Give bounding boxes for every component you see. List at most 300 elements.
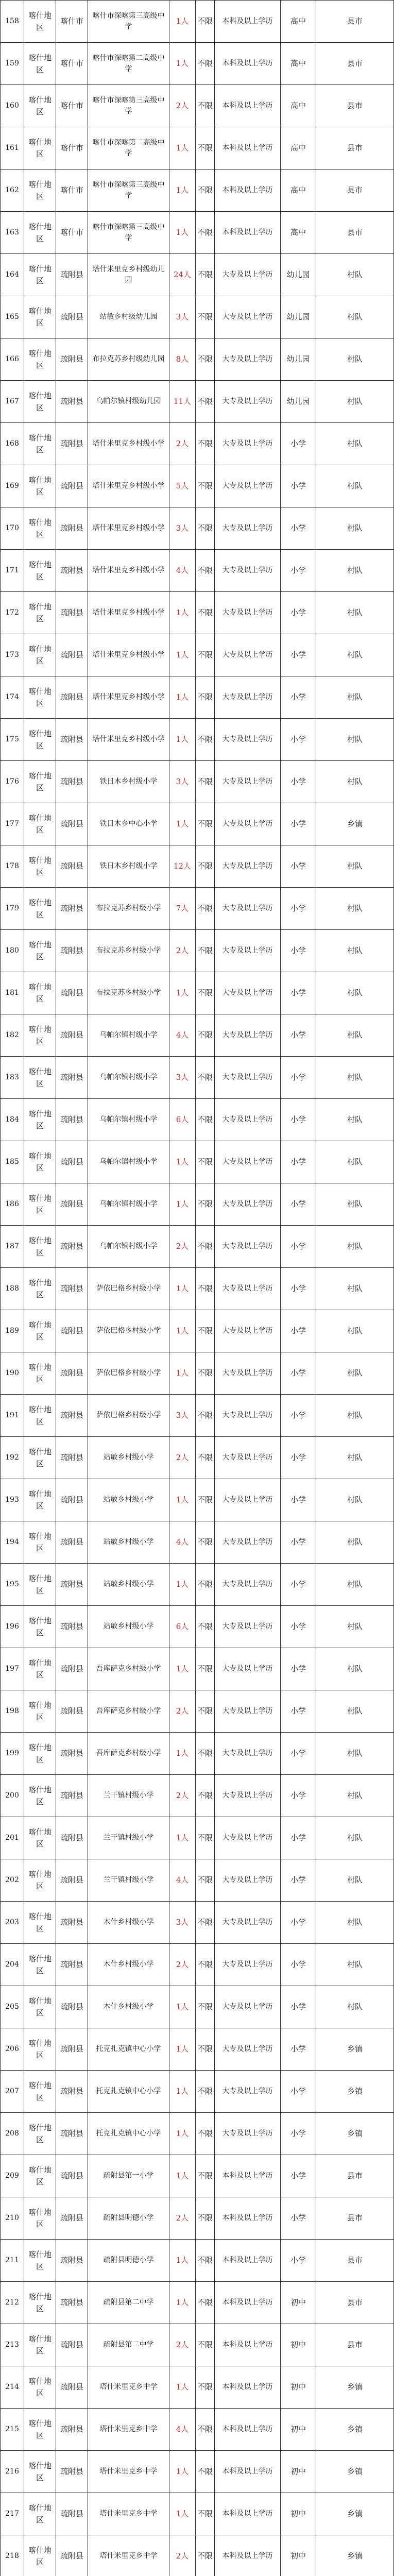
requirement-cell: 不限 — [196, 2240, 215, 2282]
area-cell: 村队 — [316, 1859, 394, 1902]
row-number: 161 — [1, 127, 24, 170]
requirement-cell: 不限 — [196, 2451, 215, 2493]
requirement-cell: 不限 — [196, 888, 215, 930]
row-number: 207 — [1, 2071, 24, 2113]
region-cell: 喀什地区 — [24, 1775, 56, 1817]
table-row — [1, 1, 394, 43]
county-cell: 疏附县 — [56, 2240, 88, 2282]
county-cell: 疏附县 — [56, 2155, 88, 2197]
region-cell: 喀什地区 — [24, 1690, 56, 1733]
region-cell: 喀什地区 — [24, 2197, 56, 2240]
count-cell: 6人 — [169, 1606, 196, 1648]
level-cell: 小学 — [281, 507, 316, 550]
level-cell: 小学 — [281, 1817, 316, 1859]
count-cell: 1人 — [169, 2155, 196, 2197]
level-cell: 小学 — [281, 1859, 316, 1902]
level-cell: 小学 — [281, 803, 316, 845]
table-row — [1, 127, 394, 170]
county-cell: 疏附县 — [56, 634, 88, 676]
school-cell: 塔什米里克乡村级小学 — [88, 507, 169, 550]
area-cell: 村队 — [316, 550, 394, 592]
region-cell: 喀什地区 — [24, 1268, 56, 1310]
area-cell: 村队 — [316, 1014, 394, 1057]
area-cell: 村队 — [316, 634, 394, 676]
table-row — [1, 1986, 394, 2028]
row-number: 209 — [1, 2155, 24, 2197]
row-number: 158 — [1, 1, 24, 43]
county-cell: 疏附县 — [56, 1479, 88, 1521]
count-cell: 1人 — [169, 170, 196, 212]
count-cell: 2人 — [169, 2197, 196, 2240]
count-cell: 1人 — [169, 1183, 196, 1226]
region-cell: 喀什地区 — [24, 85, 56, 127]
education-cell: 大专及以上学历 — [215, 465, 281, 507]
education-cell: 本科及以上学历 — [215, 2409, 281, 2451]
area-cell: 乡镇 — [316, 2535, 394, 2576]
county-cell: 疏附县 — [56, 254, 88, 296]
school-cell: 塔什米里克乡中学 — [88, 2535, 169, 2576]
education-cell: 大专及以上学历 — [215, 507, 281, 550]
school-cell: 塔什米里克乡中学 — [88, 2366, 169, 2409]
county-cell: 疏附县 — [56, 719, 88, 761]
row-number: 202 — [1, 1859, 24, 1902]
level-cell: 高中 — [281, 170, 316, 212]
table-row — [1, 338, 394, 381]
education-cell: 大专及以上学历 — [215, 1733, 281, 1775]
row-number: 159 — [1, 43, 24, 85]
row-number: 162 — [1, 170, 24, 212]
education-cell: 大专及以上学历 — [215, 1902, 281, 1944]
county-cell: 疏附县 — [56, 1226, 88, 1268]
area-cell: 村队 — [316, 423, 394, 465]
count-cell: 2人 — [169, 423, 196, 465]
region-cell: 喀什地区 — [24, 2493, 56, 2535]
school-cell: 疏附县明德小学 — [88, 2240, 169, 2282]
table-row — [1, 1014, 394, 1057]
region-cell: 喀什地区 — [24, 2071, 56, 2113]
level-cell: 高中 — [281, 1, 316, 43]
education-cell: 本科及以上学历 — [215, 2324, 281, 2366]
county-cell: 疏附县 — [56, 972, 88, 1014]
requirement-cell: 不限 — [196, 719, 215, 761]
count-cell: 11人 — [169, 381, 196, 423]
level-cell: 小学 — [281, 930, 316, 972]
table-row — [1, 1859, 394, 1902]
count-cell: 1人 — [169, 1733, 196, 1775]
level-cell: 小学 — [281, 761, 316, 803]
requirement-cell: 不限 — [196, 1057, 215, 1099]
level-cell: 小学 — [281, 2028, 316, 2071]
row-number: 163 — [1, 212, 24, 254]
region-cell: 喀什地区 — [24, 1310, 56, 1352]
county-cell: 疏附县 — [56, 1521, 88, 1564]
requirement-cell: 不限 — [196, 338, 215, 381]
region-cell: 喀什地区 — [24, 212, 56, 254]
requirement-cell: 不限 — [196, 550, 215, 592]
row-number: 182 — [1, 1014, 24, 1057]
count-cell: 1人 — [169, 2240, 196, 2282]
row-number: 192 — [1, 1437, 24, 1479]
count-cell: 1人 — [169, 2493, 196, 2535]
area-cell: 村队 — [316, 1944, 394, 1986]
education-cell: 大专及以上学历 — [215, 888, 281, 930]
count-cell: 2人 — [169, 2324, 196, 2366]
requirement-cell: 不限 — [196, 1606, 215, 1648]
school-cell: 塔什米里克乡中学 — [88, 2409, 169, 2451]
requirement-cell: 不限 — [196, 212, 215, 254]
count-cell: 3人 — [169, 296, 196, 338]
requirement-cell: 不限 — [196, 2028, 215, 2071]
education-cell: 大专及以上学历 — [215, 930, 281, 972]
level-cell: 初中 — [281, 2409, 316, 2451]
county-cell: 疏附县 — [56, 1564, 88, 1606]
school-cell: 喀什市深喀第三高级中学 — [88, 85, 169, 127]
school-cell: 塔什米里克乡村级小学 — [88, 592, 169, 634]
area-cell: 村队 — [316, 1226, 394, 1268]
county-cell: 疏附县 — [56, 1859, 88, 1902]
requirement-cell: 不限 — [196, 2155, 215, 2197]
count-cell: 1人 — [169, 2282, 196, 2324]
county-cell: 疏附县 — [56, 1014, 88, 1057]
requirement-cell: 不限 — [196, 254, 215, 296]
county-cell: 疏附县 — [56, 592, 88, 634]
education-cell: 大专及以上学历 — [215, 1859, 281, 1902]
count-cell: 2人 — [169, 1690, 196, 1733]
table-row — [1, 2071, 394, 2113]
region-cell: 喀什地区 — [24, 1986, 56, 2028]
requirement-cell: 不限 — [196, 2324, 215, 2366]
area-cell: 县市 — [316, 85, 394, 127]
area-cell: 乡镇 — [316, 2366, 394, 2409]
county-cell: 疏附县 — [56, 2071, 88, 2113]
area-cell: 村队 — [316, 381, 394, 423]
region-cell: 喀什地区 — [24, 2451, 56, 2493]
school-cell: 疏附县第二中学 — [88, 2324, 169, 2366]
education-cell: 大专及以上学历 — [215, 1690, 281, 1733]
row-number: 216 — [1, 2451, 24, 2493]
education-cell: 本科及以上学历 — [215, 2240, 281, 2282]
count-cell: 8人 — [169, 338, 196, 381]
table-row — [1, 2493, 394, 2535]
table-row — [1, 2451, 394, 2493]
education-cell: 本科及以上学历 — [215, 2451, 281, 2493]
region-cell: 喀什地区 — [24, 550, 56, 592]
table-row — [1, 972, 394, 1014]
level-cell: 小学 — [281, 2197, 316, 2240]
school-cell: 塔什米里克乡村级小学 — [88, 634, 169, 676]
region-cell: 喀什地区 — [24, 43, 56, 85]
area-cell: 村队 — [316, 1310, 394, 1352]
row-number: 213 — [1, 2324, 24, 2366]
row-number: 185 — [1, 1141, 24, 1183]
row-number: 198 — [1, 1690, 24, 1733]
school-cell: 塔什米里克乡村级小学 — [88, 676, 169, 719]
level-cell: 小学 — [281, 1521, 316, 1564]
level-cell: 小学 — [281, 719, 316, 761]
school-cell: 喀什市深喀第二高级中学 — [88, 43, 169, 85]
count-cell: 1人 — [169, 1, 196, 43]
region-cell: 喀什地区 — [24, 1521, 56, 1564]
county-cell: 疏附县 — [56, 423, 88, 465]
county-cell: 疏附县 — [56, 1437, 88, 1479]
table-row — [1, 719, 394, 761]
row-number: 187 — [1, 1226, 24, 1268]
requirement-cell: 不限 — [196, 634, 215, 676]
education-cell: 大专及以上学历 — [215, 296, 281, 338]
school-cell: 乌帕尔镇村级小学 — [88, 1099, 169, 1141]
county-cell: 疏附县 — [56, 2028, 88, 2071]
row-number: 181 — [1, 972, 24, 1014]
count-cell: 4人 — [169, 1521, 196, 1564]
level-cell: 幼儿园 — [281, 254, 316, 296]
level-cell: 小学 — [281, 1690, 316, 1733]
region-cell: 喀什地区 — [24, 1352, 56, 1395]
school-cell: 吾库萨克乡村级小学 — [88, 1690, 169, 1733]
school-cell: 铁日木乡村级小学 — [88, 761, 169, 803]
education-cell: 本科及以上学历 — [215, 1, 281, 43]
area-cell: 县市 — [316, 2240, 394, 2282]
table-row — [1, 1057, 394, 1099]
count-cell: 3人 — [169, 507, 196, 550]
level-cell: 初中 — [281, 2324, 316, 2366]
count-cell: 12人 — [169, 845, 196, 888]
county-cell: 喀什市 — [56, 1, 88, 43]
education-cell: 本科及以上学历 — [215, 212, 281, 254]
requirement-cell: 不限 — [196, 930, 215, 972]
county-cell: 疏附县 — [56, 1395, 88, 1437]
area-cell: 村队 — [316, 1479, 394, 1521]
education-cell: 大专及以上学历 — [215, 592, 281, 634]
region-cell: 喀什地区 — [24, 592, 56, 634]
count-cell: 3人 — [169, 1057, 196, 1099]
area-cell: 村队 — [316, 1986, 394, 2028]
requirement-cell: 不限 — [196, 1479, 215, 1521]
level-cell: 小学 — [281, 2071, 316, 2113]
level-cell: 小学 — [281, 1310, 316, 1352]
school-cell: 萨依巴格乡村级小学 — [88, 1268, 169, 1310]
level-cell: 初中 — [281, 2535, 316, 2576]
region-cell: 喀什地区 — [24, 972, 56, 1014]
region-cell: 喀什地区 — [24, 1437, 56, 1479]
school-cell: 铁日木乡村级小学 — [88, 845, 169, 888]
education-cell: 大专及以上学历 — [215, 1099, 281, 1141]
county-cell: 疏附县 — [56, 1099, 88, 1141]
school-cell: 布拉克苏乡村级小学 — [88, 930, 169, 972]
region-cell: 喀什地区 — [24, 254, 56, 296]
row-number: 189 — [1, 1310, 24, 1352]
area-cell: 县市 — [316, 43, 394, 85]
level-cell: 小学 — [281, 2113, 316, 2155]
region-cell: 喀什地区 — [24, 1226, 56, 1268]
count-cell: 1人 — [169, 2113, 196, 2155]
requirement-cell: 不限 — [196, 2113, 215, 2155]
area-cell: 乡镇 — [316, 2451, 394, 2493]
county-cell: 疏附县 — [56, 1352, 88, 1395]
requirement-cell: 不限 — [196, 507, 215, 550]
area-cell: 村队 — [316, 1902, 394, 1944]
table-row — [1, 761, 394, 803]
count-cell: 1人 — [169, 803, 196, 845]
table-row — [1, 1606, 394, 1648]
school-cell: 乌帕尔镇村级小学 — [88, 1014, 169, 1057]
education-cell: 大专及以上学历 — [215, 719, 281, 761]
education-cell: 大专及以上学历 — [215, 1521, 281, 1564]
level-cell: 小学 — [281, 550, 316, 592]
count-cell: 1人 — [169, 1986, 196, 2028]
education-cell: 大专及以上学历 — [215, 972, 281, 1014]
level-cell: 小学 — [281, 1437, 316, 1479]
region-cell: 喀什地区 — [24, 761, 56, 803]
county-cell: 疏附县 — [56, 2493, 88, 2535]
row-number: 191 — [1, 1395, 24, 1437]
level-cell: 高中 — [281, 212, 316, 254]
area-cell: 村队 — [316, 1437, 394, 1479]
education-cell: 大专及以上学历 — [215, 1944, 281, 1986]
education-cell: 大专及以上学历 — [215, 803, 281, 845]
education-cell: 大专及以上学历 — [215, 338, 281, 381]
county-cell: 疏附县 — [56, 2324, 88, 2366]
level-cell: 小学 — [281, 1986, 316, 2028]
education-cell: 本科及以上学历 — [215, 127, 281, 170]
area-cell: 村队 — [316, 1352, 394, 1395]
count-cell: 1人 — [169, 212, 196, 254]
table-row — [1, 1690, 394, 1733]
county-cell: 疏附县 — [56, 2535, 88, 2576]
school-cell: 喀什市深喀第二高级中学 — [88, 127, 169, 170]
row-number: 180 — [1, 930, 24, 972]
count-cell: 1人 — [169, 2028, 196, 2071]
count-cell: 1人 — [169, 1564, 196, 1606]
count-cell: 1人 — [169, 1141, 196, 1183]
school-cell: 托克扎克镇中心小学 — [88, 2113, 169, 2155]
education-cell: 大专及以上学历 — [215, 1141, 281, 1183]
count-cell: 3人 — [169, 1395, 196, 1437]
table-row — [1, 2409, 394, 2451]
level-cell: 小学 — [281, 634, 316, 676]
education-cell: 本科及以上学历 — [215, 85, 281, 127]
table-row — [1, 634, 394, 676]
area-cell: 村队 — [316, 1183, 394, 1226]
school-cell: 布拉克苏乡村级小学 — [88, 972, 169, 1014]
table-row — [1, 2366, 394, 2409]
area-cell: 村队 — [316, 1648, 394, 1690]
area-cell: 村队 — [316, 761, 394, 803]
education-cell: 大专及以上学历 — [215, 550, 281, 592]
table-row — [1, 296, 394, 338]
school-cell: 布拉克苏乡村级小学 — [88, 888, 169, 930]
area-cell: 村队 — [316, 1733, 394, 1775]
level-cell: 小学 — [281, 1902, 316, 1944]
area-cell: 村队 — [316, 1521, 394, 1564]
education-cell: 大专及以上学历 — [215, 676, 281, 719]
county-cell: 疏附县 — [56, 338, 88, 381]
level-cell: 小学 — [281, 845, 316, 888]
requirement-cell: 不限 — [196, 1099, 215, 1141]
region-cell: 喀什地区 — [24, 1099, 56, 1141]
region-cell: 喀什地区 — [24, 2324, 56, 2366]
region-cell: 喀什地区 — [24, 1, 56, 43]
school-cell: 站敏乡村级小学 — [88, 1606, 169, 1648]
table-row — [1, 2197, 394, 2240]
region-cell: 喀什地区 — [24, 1944, 56, 1986]
table-row — [1, 2324, 394, 2366]
row-number: 194 — [1, 1521, 24, 1564]
school-cell: 站敏乡村级小学 — [88, 1521, 169, 1564]
education-cell: 大专及以上学历 — [215, 845, 281, 888]
level-cell: 小学 — [281, 1268, 316, 1310]
education-cell: 大专及以上学历 — [215, 761, 281, 803]
area-cell: 乡镇 — [316, 2028, 394, 2071]
row-number: 183 — [1, 1057, 24, 1099]
education-cell: 大专及以上学历 — [215, 1268, 281, 1310]
requirement-cell: 不限 — [196, 845, 215, 888]
county-cell: 疏附县 — [56, 1057, 88, 1099]
county-cell: 疏附县 — [56, 1817, 88, 1859]
area-cell: 乡镇 — [316, 2113, 394, 2155]
area-cell: 县市 — [316, 212, 394, 254]
table-row — [1, 1141, 394, 1183]
county-cell: 喀什市 — [56, 43, 88, 85]
level-cell: 小学 — [281, 465, 316, 507]
county-cell: 疏附县 — [56, 296, 88, 338]
county-cell: 疏附县 — [56, 803, 88, 845]
area-cell: 村队 — [316, 972, 394, 1014]
count-cell: 2人 — [169, 85, 196, 127]
region-cell: 喀什地区 — [24, 1183, 56, 1226]
region-cell: 喀什地区 — [24, 930, 56, 972]
area-cell: 乡镇 — [316, 2409, 394, 2451]
region-cell: 喀什地区 — [24, 1014, 56, 1057]
school-cell: 萨依巴格乡村级小学 — [88, 1352, 169, 1395]
region-cell: 喀什地区 — [24, 1395, 56, 1437]
count-cell: 2人 — [169, 2535, 196, 2576]
table-row — [1, 85, 394, 127]
table-row — [1, 1352, 394, 1395]
table-row — [1, 2113, 394, 2155]
county-cell: 疏附县 — [56, 2197, 88, 2240]
county-cell: 疏附县 — [56, 2113, 88, 2155]
row-number: 173 — [1, 634, 24, 676]
region-cell: 喀什地区 — [24, 2282, 56, 2324]
education-cell: 大专及以上学历 — [215, 1817, 281, 1859]
education-cell: 大专及以上学历 — [215, 1564, 281, 1606]
education-cell: 大专及以上学历 — [215, 381, 281, 423]
row-number: 199 — [1, 1733, 24, 1775]
requirement-cell: 不限 — [196, 803, 215, 845]
row-number: 168 — [1, 423, 24, 465]
area-cell: 县市 — [316, 1, 394, 43]
level-cell: 小学 — [281, 676, 316, 719]
row-number: 208 — [1, 2113, 24, 2155]
row-number: 197 — [1, 1648, 24, 1690]
county-cell: 疏附县 — [56, 888, 88, 930]
table-row — [1, 592, 394, 634]
level-cell: 初中 — [281, 2366, 316, 2409]
school-cell: 塔什米里克乡村级幼儿园 — [88, 254, 169, 296]
level-cell: 小学 — [281, 592, 316, 634]
education-cell: 大专及以上学历 — [215, 1395, 281, 1437]
count-cell: 4人 — [169, 2409, 196, 2451]
region-cell: 喀什地区 — [24, 888, 56, 930]
area-cell: 村队 — [316, 676, 394, 719]
school-cell: 托克扎克镇中心小学 — [88, 2028, 169, 2071]
row-number: 214 — [1, 2366, 24, 2409]
count-cell: 1人 — [169, 1648, 196, 1690]
education-cell: 大专及以上学历 — [215, 2113, 281, 2155]
region-cell: 喀什地区 — [24, 1817, 56, 1859]
school-cell: 木什乡村级小学 — [88, 1986, 169, 2028]
education-cell: 大专及以上学历 — [215, 1775, 281, 1817]
